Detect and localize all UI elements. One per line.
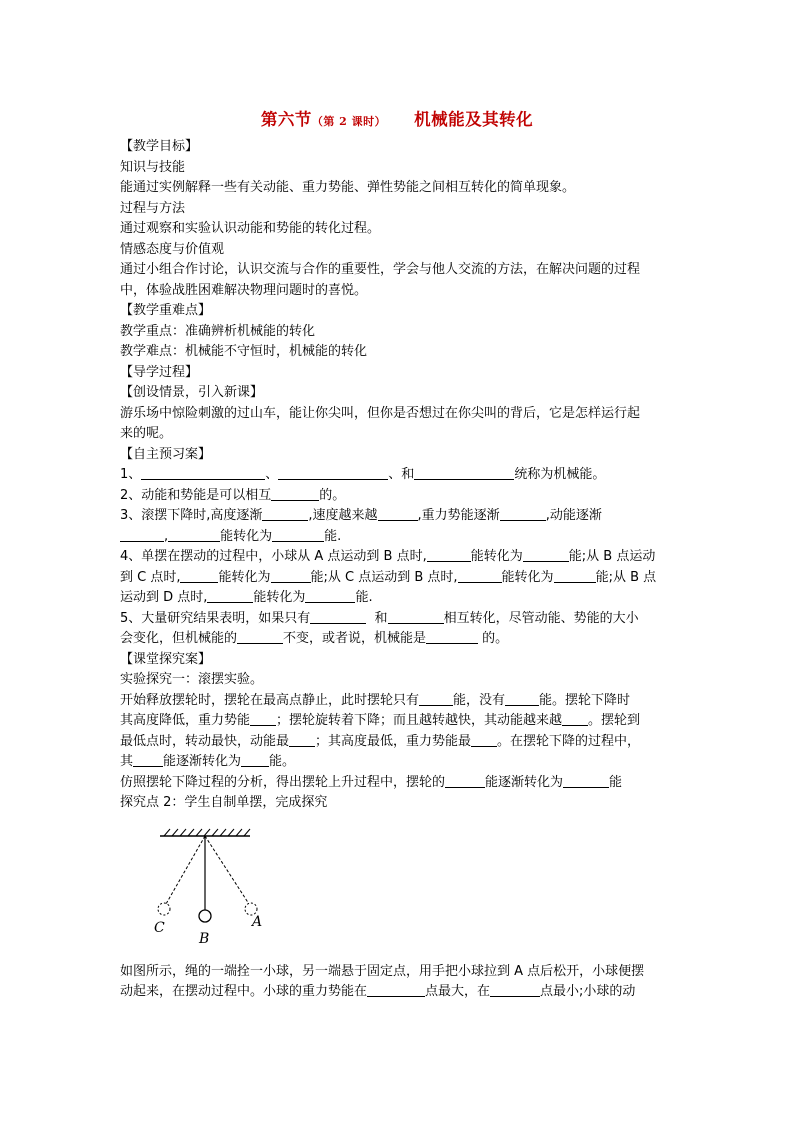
ball-b bbox=[199, 910, 211, 922]
string-to-a bbox=[205, 836, 249, 904]
answer-blank[interactable] bbox=[471, 732, 497, 747]
answer-blank[interactable] bbox=[289, 732, 315, 747]
answer-blank[interactable] bbox=[414, 465, 514, 480]
preview-heading: 【自主预习案】 bbox=[120, 446, 212, 462]
answer-blank[interactable] bbox=[241, 752, 269, 767]
key-points-heading: 【教学重难点】 bbox=[120, 303, 212, 318]
attitude-heading: 情感态度与价值观 bbox=[120, 241, 225, 257]
answer-blank[interactable] bbox=[426, 629, 478, 644]
answer-blank[interactable] bbox=[505, 691, 539, 706]
worksheet-content bbox=[120, 137, 680, 1003]
label-c: C bbox=[154, 919, 165, 936]
title-topic: 机械能及其转化 bbox=[414, 110, 534, 129]
answer-blank[interactable] bbox=[427, 547, 471, 562]
attitude-line1: 通过小组合作讨论，认识交流与合作的重要性，学会与他人交流的方法，在解决问题的过程 bbox=[120, 262, 641, 277]
answer-blank[interactable] bbox=[378, 506, 418, 521]
explore-heading: 【课堂探究案】 bbox=[120, 651, 212, 667]
answer-blank[interactable] bbox=[563, 773, 609, 788]
answer-blank[interactable] bbox=[168, 527, 220, 542]
key-focus: 教学重点：准确辨析机械能的转化 bbox=[120, 323, 316, 339]
title-sub: （第 2 课时） bbox=[311, 115, 387, 128]
guide-heading: 【导学过程】 bbox=[120, 364, 199, 380]
answer-blank[interactable] bbox=[133, 752, 163, 767]
pendulum-text-line2: 动起来，在摆动过程中。小球的重力势能在 点最大，在 点最小;小球的动 bbox=[120, 984, 636, 999]
page-title bbox=[0, 106, 794, 130]
experiment-1-line1: 开始释放摆轮时，摆轮在最高点静止，此时摆轮只有 能，没有 能。摆轮下降时 bbox=[120, 692, 631, 708]
goals-heading: 【教学目标】 bbox=[120, 139, 199, 154]
answer-blank[interactable] bbox=[419, 691, 453, 706]
knowledge-heading: 知识与技能 bbox=[120, 159, 186, 175]
answer-blank[interactable] bbox=[554, 568, 596, 583]
experiment-1-title: 实验探究一：滚摆实验。 bbox=[120, 672, 264, 687]
pendulum-diagram bbox=[150, 824, 290, 956]
answer-blank[interactable] bbox=[458, 568, 502, 583]
answer-blank[interactable] bbox=[262, 506, 308, 521]
answer-blank[interactable] bbox=[305, 588, 355, 603]
answer-blank[interactable] bbox=[278, 465, 388, 480]
answer-blank[interactable] bbox=[271, 568, 311, 583]
key-difficulty: 教学难点：机械能不守恒时，机械能的转化 bbox=[120, 344, 368, 359]
question-2: 2、动能和势能是可以相互 的。 bbox=[120, 487, 346, 503]
title-main: 第六节 bbox=[260, 110, 312, 129]
answer-blank[interactable] bbox=[367, 982, 425, 997]
answer-blank[interactable] bbox=[500, 506, 546, 521]
experiment-1-line4: 其 能逐渐转化为 能。 bbox=[120, 754, 296, 769]
experiment-1-line5: 仿照摆轮下降过程的分析，得出摆轮上升过程中，摆轮的 能逐渐转化为 能 bbox=[120, 774, 623, 790]
answer-blank[interactable] bbox=[562, 711, 588, 726]
question-5: 5、大量研究结果表明，如果只有 和 相互转化，尽管动能、势能的大小 bbox=[120, 610, 639, 626]
label-b: B bbox=[199, 930, 210, 947]
string-to-c bbox=[166, 836, 205, 904]
label-a: A bbox=[252, 913, 263, 930]
answer-blank[interactable] bbox=[490, 982, 540, 997]
answer-blank[interactable] bbox=[207, 588, 253, 603]
question-5-cont: 会变化，但机械能的 不变，或者说，机械能是 的。 bbox=[120, 631, 509, 646]
answer-blank[interactable] bbox=[120, 527, 164, 542]
answer-blank[interactable] bbox=[271, 486, 319, 501]
pendulum-text-line1: 如图所示，绳的一端拴一小球，另一端悬于固定点，用手把小球拉到 A 点后松开，小球便摆 bbox=[120, 963, 645, 979]
answer-blank[interactable] bbox=[310, 609, 366, 624]
question-1: 1、 、 、和 统称为机械能。 bbox=[120, 467, 606, 482]
ball-c bbox=[158, 903, 170, 915]
attitude-line2: 中，体验战胜困难解决物理问题时的喜悦。 bbox=[120, 282, 368, 298]
ceiling-hatching bbox=[164, 829, 250, 836]
answer-blank[interactable] bbox=[141, 465, 265, 480]
scene-heading: 【创设情景，引入新课】 bbox=[120, 385, 264, 400]
answer-blank[interactable] bbox=[445, 773, 485, 788]
answer-blank[interactable] bbox=[388, 609, 444, 624]
question-4-cont1: 到 C 点时, 能转化为 能;从 C 点运动到 B 点时, 能转化为 能;从 B 点 bbox=[120, 569, 657, 585]
experiment-2-title: 探究点 2：学生自制单摆，完成探究 bbox=[120, 795, 328, 810]
answer-blank[interactable] bbox=[180, 568, 218, 583]
answer-blank[interactable] bbox=[237, 629, 283, 644]
knowledge-text: 能通过实例解释一些有关动能、重力势能、弹性势能之间相互转化的简单现象。 bbox=[120, 180, 576, 195]
question-4-cont2: 运动到 D 点时, 能转化为 能. bbox=[120, 590, 373, 605]
answer-blank[interactable] bbox=[272, 527, 324, 542]
question-4: 4、单摆在摆动的过程中，小球从 A 点运动到 B 点时, 能转化为 能;从 B 点运动 bbox=[120, 549, 656, 564]
process-text: 通过观察和实验认识动能和势能的转化过程。 bbox=[120, 221, 381, 236]
experiment-1-line2: 其高度降低，重力势能 ；摆轮旋转着下降；而且越转越快，其动能越来越 。摆轮到 bbox=[120, 713, 641, 728]
question-3: 3、滚摆下降时,高度逐渐 ,速度越来越 ,重力势能逐渐 ,动能逐渐 bbox=[120, 508, 602, 523]
scene-line2: 来的呢。 bbox=[120, 426, 173, 441]
process-heading: 过程与方法 bbox=[120, 200, 186, 216]
experiment-1-line3: 最低点时，转动最快，动能最 ；其高度最低，重力势能最 。在摆轮下降的过程中， bbox=[120, 733, 641, 749]
question-3-cont: , 能转化为 能. bbox=[120, 527, 680, 548]
answer-blank[interactable] bbox=[523, 547, 569, 562]
scene-line1: 游乐场中惊险刺激的过山车，能让你尖叫，但你是否想过在你尖叫的背后，它是怎样运行起 bbox=[120, 405, 641, 421]
answer-blank[interactable] bbox=[250, 711, 276, 726]
